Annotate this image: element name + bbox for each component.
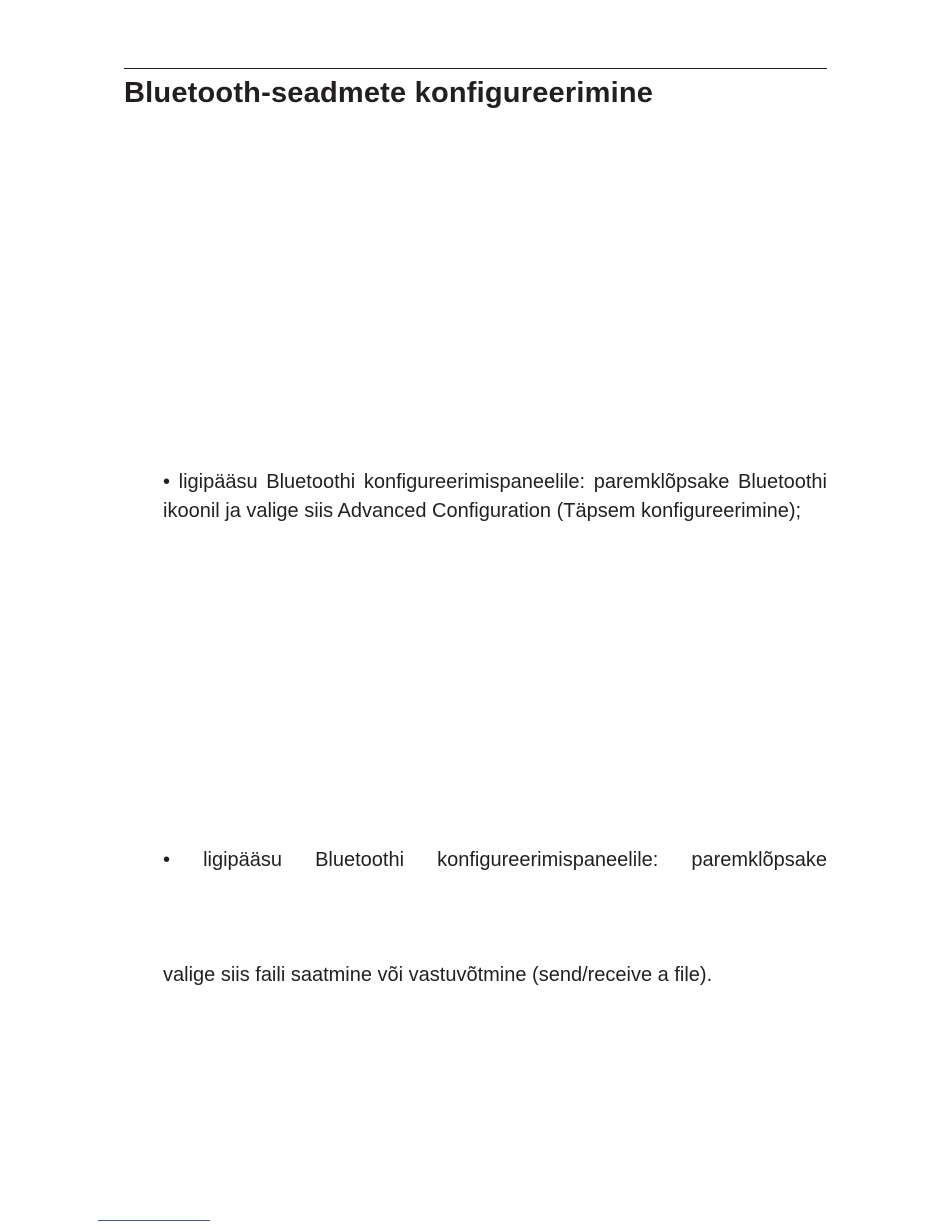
paragraph-send-receive-file: valige siis faili saatmine või vastuvõtmine (send/receive a file). xyxy=(163,964,713,986)
paragraph-config-panel-access: • ligipääsu Bluetoothi konfigureerimispaneelile: paremklõpsake xyxy=(163,849,827,871)
header-rule xyxy=(124,68,827,69)
footer-rule xyxy=(98,1220,210,1221)
page-title: Bluetooth-seadmete konfigureerimine xyxy=(124,77,654,109)
paragraph-advanced-configuration: • ligipääsu Bluetoothi konfigureerimispaneelile: paremklõpsake Bluetoothi ikoonil ja valige siis Advanced Configuration (Täpsem konfigureerimine); xyxy=(163,471,827,522)
